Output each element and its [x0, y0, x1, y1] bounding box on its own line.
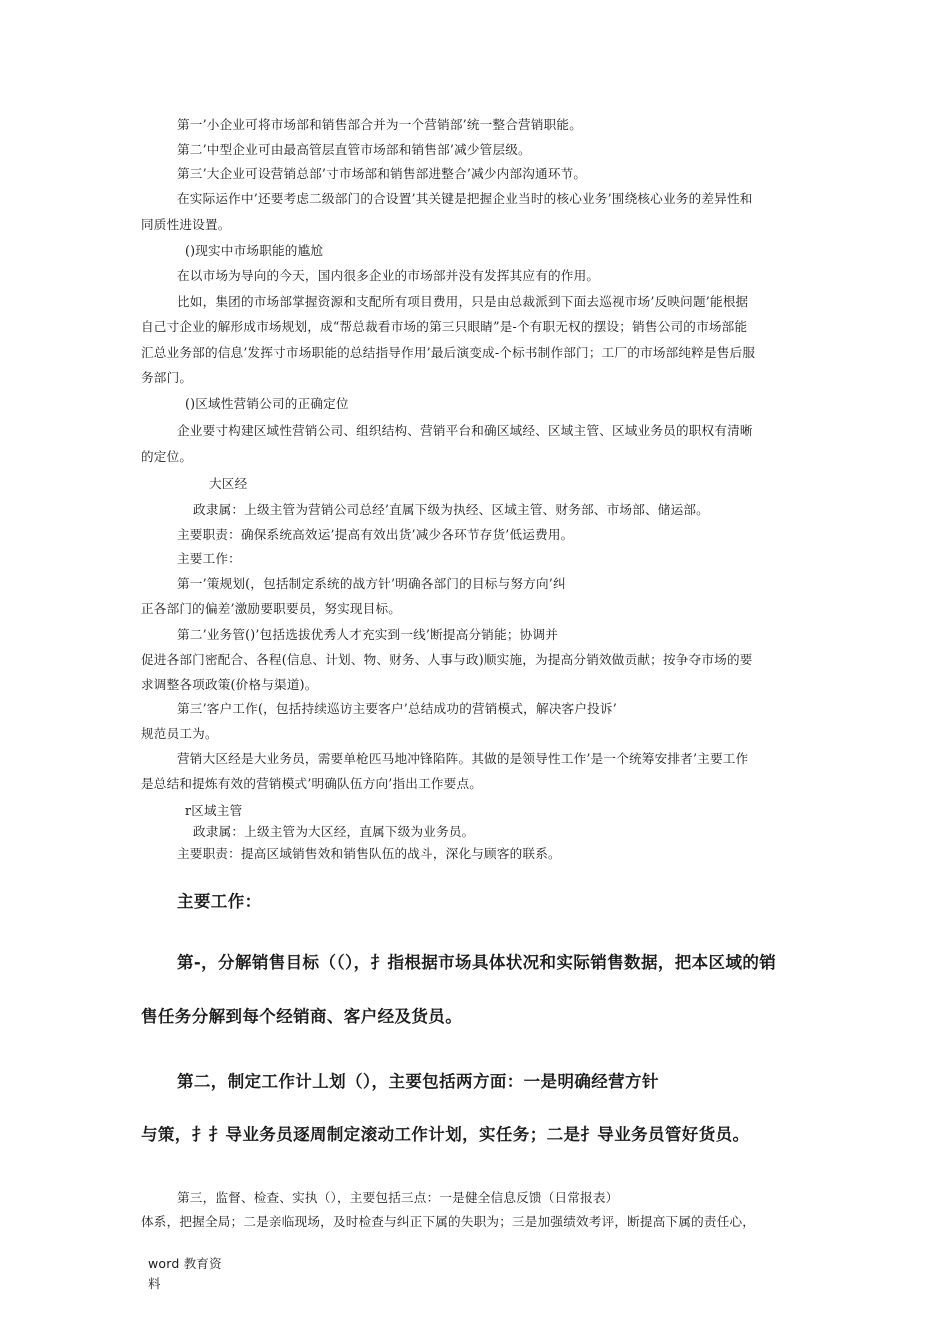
paragraph-line: 第一’小企业可将市场部和销售部合并为一个营销部’统一整合营销职能。 [177, 117, 583, 132]
paragraph-line: 汇总业务部的信息’发挥寸市场职能的总结指导作用’最后演变成-个标书制作部门；工厂的市场部纯粹是售后服 [141, 345, 756, 360]
bold-paragraph-line: 第-，分解销售目标（（），扌指根据市场具体状况和实际销售数据，把本区域的销 [177, 953, 777, 972]
footer-text: 料 [148, 1276, 161, 1291]
paragraph-line: 第二’中型企业可由最高管层直管市场部和销售部’减少管层级。 [177, 142, 531, 157]
paragraph-line: 第一’策规划(，包括制定系统的战方针’明确各部门的目标与努方向’纠 [177, 576, 566, 591]
paragraph-line: 在以市场为导向的今天，国内很多企业的市场部并没有发挥其应有的作用。 [177, 268, 600, 283]
paragraph-line: 企业要寸构建区域性营销公司、组织结构、营销平台和确区域经、区域主管、区域业务员的职权有清晰 [177, 423, 753, 438]
paragraph-line: 自己寸企业的解形成市场规划，成“帮总裁看市场的第三只眼睛”是-个有职无权的摆设；销售公司的市场部能 [141, 319, 748, 334]
paragraph-line: 同质性进设置。 [141, 217, 231, 232]
paragraph-line: 第三’客户工作(，包括持续巡访主要客户’总结成功的营销模式，解决客户投诉’ [177, 701, 617, 716]
paragraph-line: 规范员工为。 [141, 726, 218, 741]
section-heading: ()区域性营销公司的正确定位 [185, 396, 349, 411]
paragraph-line: 主要职责：提高区域销售效和销售队伍的战斗，深化与顾客的联系。 [177, 846, 561, 861]
paragraph-line: 务部门。 [141, 370, 193, 385]
subsection-heading: r区域主管 [185, 803, 243, 818]
paragraph-line: 营销大区经是大业务员，需要单枪匹马地冲锋陷阵。其做的是领导性工作’是一个统筹安排者’主要工作 [177, 751, 749, 766]
section-heading: ()现实中市场职能的尴尬 [185, 243, 324, 258]
paragraph-line: 的定位。 [141, 449, 193, 464]
paragraph-line: 是总结和提炼有效的营销模式’明确队伍方向’指出工作要点。 [141, 776, 483, 791]
paragraph-line: 比如，集团的市场部掌握资源和支配所有项目费用，只是由总裁派到下面去巡视市场’反映问题’能根据 [177, 294, 749, 309]
paragraph-line: 求调整各项政策(价格与渠道)。 [141, 677, 318, 692]
paragraph-line: 第三，监督、检查、实执（），主要包括三点：一是健全信息反馈（日常报表） [177, 1190, 619, 1205]
footer-text: word 教育资 [148, 1256, 222, 1271]
paragraph-line: 正各部门的偏差’激励要职要员，努实现目标。 [141, 601, 402, 616]
subsection-heading: 大区经 [209, 476, 248, 491]
bold-paragraph-line: 与策，扌扌导业务员逐周制定滚动工作计划，实任务；二是扌导业务员管好货员。 [141, 1125, 750, 1144]
bold-paragraph-line: 第二，制定工作计丄划（），主要包括两方面：一是明确经营方针 [177, 1072, 659, 1091]
bold-heading: 主要工作： [177, 892, 262, 911]
paragraph-line: 促进各部门密配合、各程(信息、计划、物、财务、人事与政)顺实施，为提高分销效做贡献；按争夺市场的要 [141, 652, 753, 667]
paragraph-line: 政隶属：上级主管为营销公司总经’直属下级为执经、区域主管、财务部、市场部、储运部。 [193, 502, 709, 517]
paragraph-line: 在实际运作中’还要考虑二级部门的合设置’其关键是把握企业当时的核心业务’围绕核心业务的差异性和 [177, 191, 753, 206]
paragraph-line: 第三’大企业可设营销总部’寸市场部和销售部进整合’减少内部沟通环节。 [177, 166, 587, 181]
paragraph-line: 政隶属：上级主管为大区经，直属下级为业务员。 [193, 824, 475, 839]
paragraph-line: 主要工作： [177, 551, 241, 566]
paragraph-line: 主要职责：确保系统高效运’提高有效出货’减少各环节存货’低运费用。 [177, 527, 574, 542]
bold-paragraph-line: 售任务分解到每个经销商、客户经及货员。 [141, 1007, 463, 1026]
paragraph-line: 体系，把握全局；二是亲临现场，及时检查与纠正下属的失职为；三是加强绩效考评，断提高下属的责任心， [141, 1214, 756, 1229]
paragraph-line: 第二’业务管()’包括选拔优秀人才充实到一线’断提高分销能；协调并 [177, 627, 559, 642]
